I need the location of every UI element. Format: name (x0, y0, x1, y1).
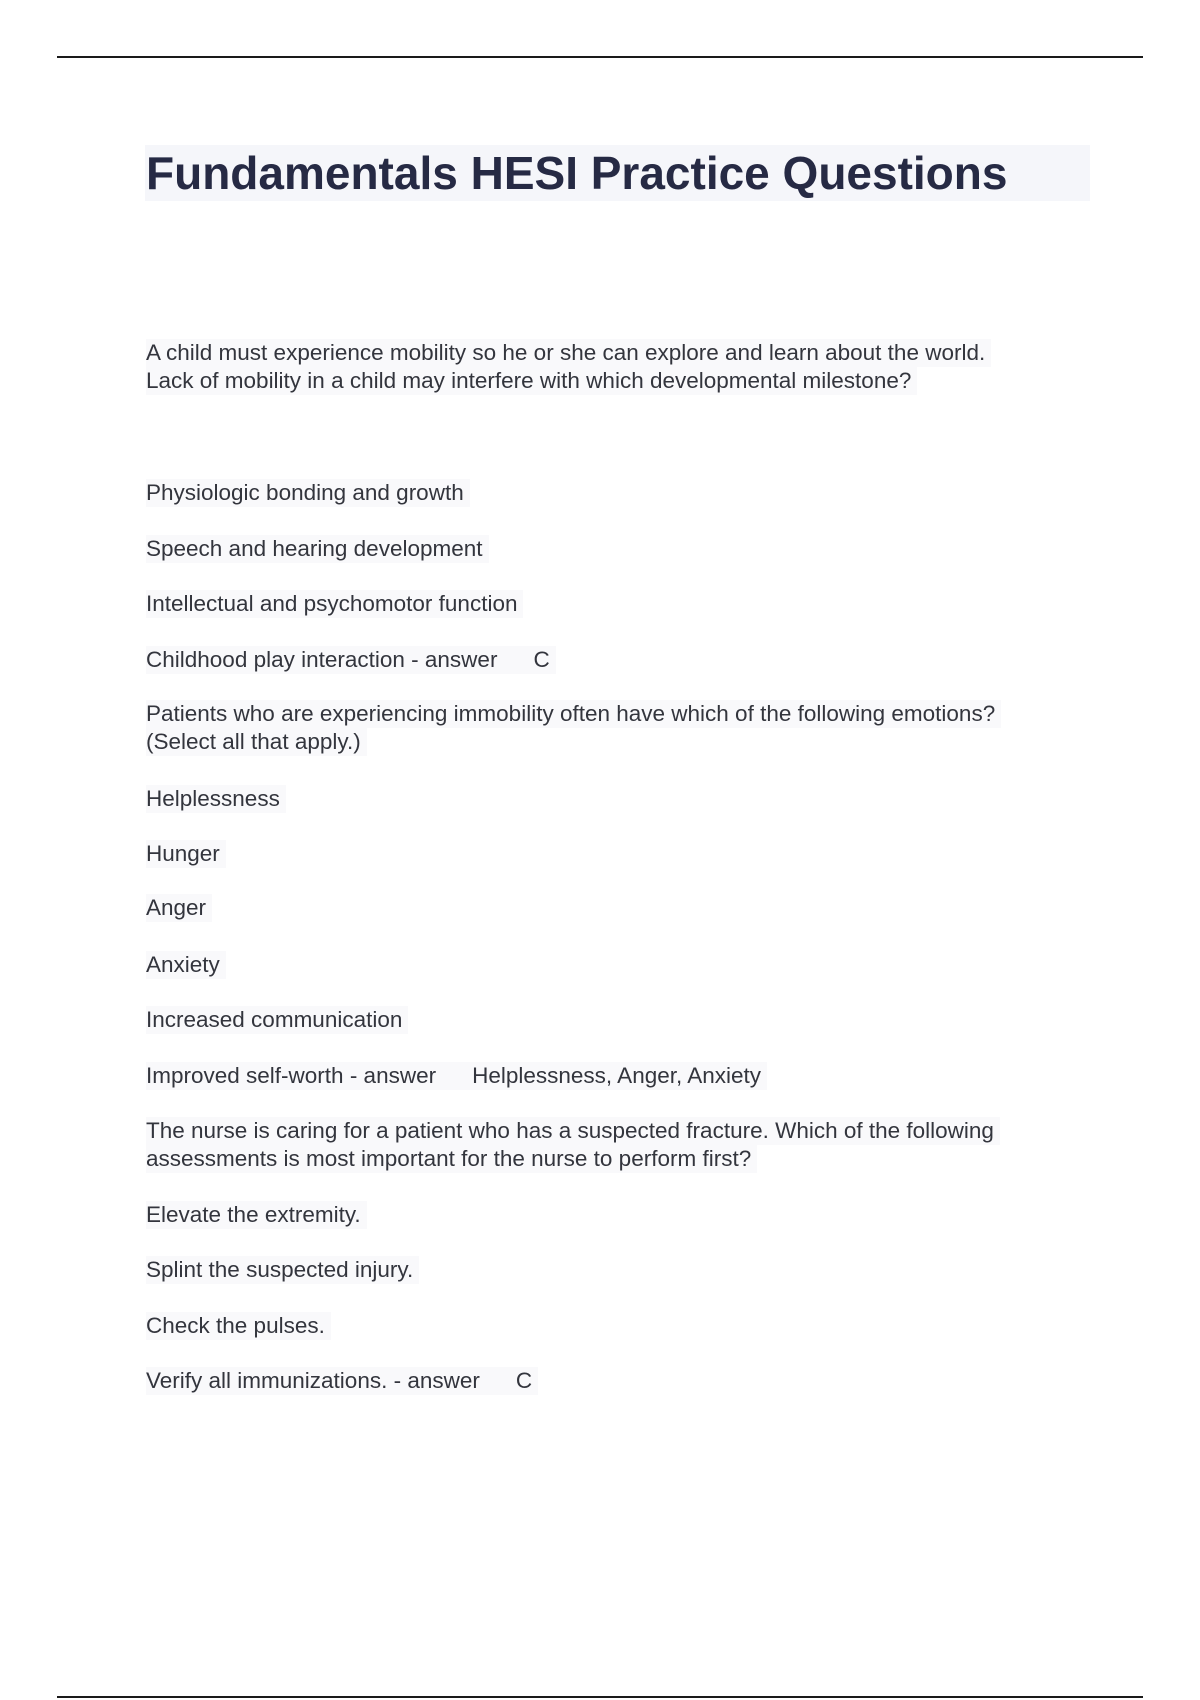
question-3-option-d-text: Verify all immunizations. - answer (146, 1368, 480, 1393)
question-1-line-2: Lack of mobility in a child may interfere with which developmental milestone? (146, 367, 917, 395)
question-2-option-a: Helplessness (146, 785, 286, 813)
question-2-option-c: Anger (146, 894, 212, 922)
bottom-rule (57, 1696, 1143, 1698)
question-3-answer: C (515, 1368, 533, 1393)
question-2-line-1: Patients who are experiencing immobility often have which of the following emotions? (146, 700, 1001, 728)
question-2-answer: Helplessness, Anger, Anxiety (472, 1063, 762, 1088)
question-3-option-a: Elevate the extremity. (146, 1201, 367, 1229)
page-title: Fundamentals HESI Practice Questions (146, 147, 1008, 199)
question-3-option-c: Check the pulses. (146, 1312, 331, 1340)
question-1-option-b: Speech and hearing development (146, 535, 489, 563)
question-1-option-d (146, 646, 556, 674)
question-3-line-2: assessments is most important for the nurse to perform first? (146, 1145, 757, 1173)
question-2-option-f-text: Improved self-worth - answer (146, 1063, 437, 1088)
question-2-option-f (146, 1062, 767, 1090)
question-2-option-b: Hunger (146, 840, 226, 868)
question-1-answer: C (533, 647, 550, 672)
question-1-option-c: Intellectual and psychomotor function (146, 590, 523, 618)
question-1-option-a: Physiologic bonding and growth (146, 479, 470, 507)
question-2-option-e: Increased communication (146, 1006, 408, 1034)
question-1-option-d-text: Childhood play interaction - answer (146, 647, 498, 672)
question-2-option-d: Anxiety (146, 951, 226, 979)
question-1-line-1: A child must experience mobility so he or she can explore and learn about the world. (146, 339, 991, 367)
question-3-option-d (146, 1367, 538, 1395)
question-3-line-1: The nurse is caring for a patient who has a suspected fracture. Which of the following (146, 1117, 1000, 1145)
question-3-option-b: Splint the suspected injury. (146, 1256, 419, 1284)
question-2-line-2: (Select all that apply.) (146, 728, 367, 756)
top-rule (57, 56, 1143, 58)
